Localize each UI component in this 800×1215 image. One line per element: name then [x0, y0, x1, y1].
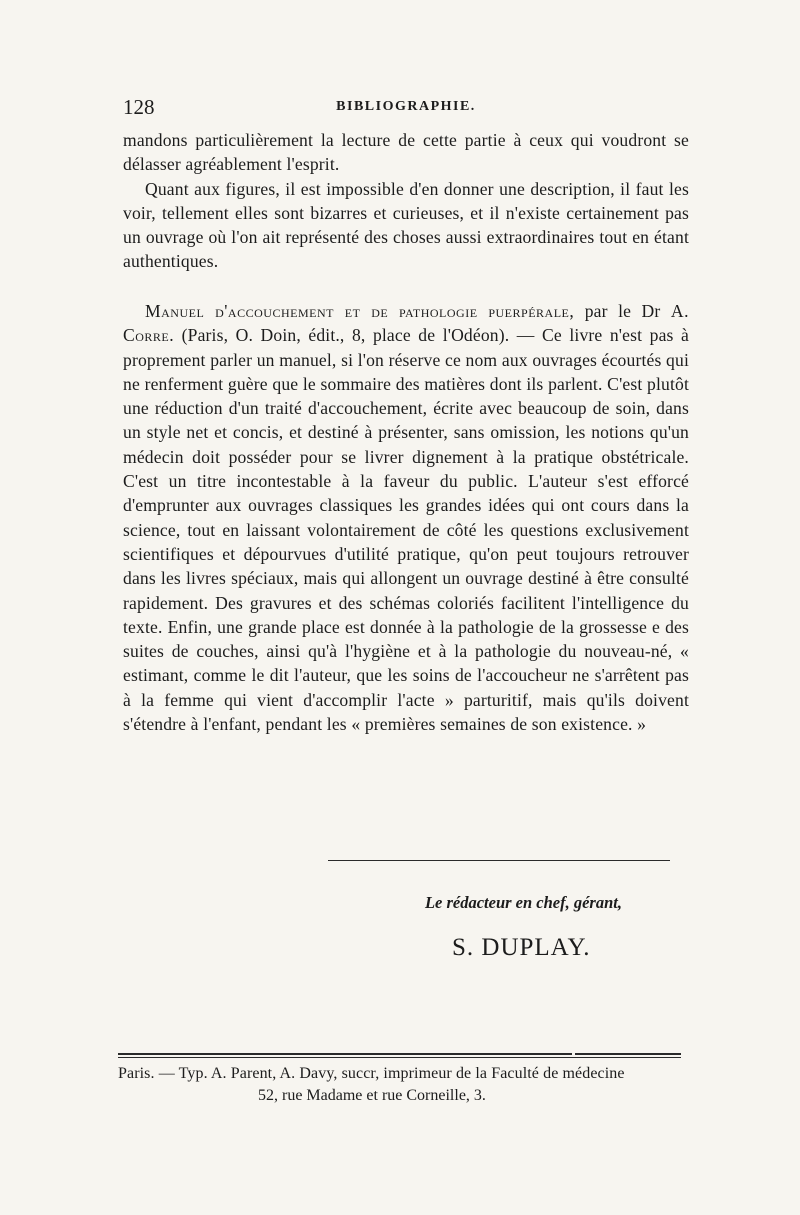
- running-title: BIBLIOGRAPHIE.: [336, 99, 476, 114]
- review-body: Ce livre n'est pas à proprement parler un manuel, si l'on réserve ce nom aux ouvrages écourtés qui ne renferment guère que le sommaire des matières dont ils parlent. C'est plutôt une réduction d'un traité d'accouchement, écrite avec beaucoup de soin, dans un style net et concis, et destiné à présenter, sans omission, les notions qu'un médecin doit posséder pour se livrer dignement à la pratique obstétricale. C'est un titre incontestable à la faveur du public. L'auteur s'est efforcé d'emprunter aux ouvrages classiques les grandes idées qui ont cours dans la science, tout en laissant volontairement de côté les questions exclusivement scientifiques et dépourvues d'utilité pratique, qu'on peut toujours retrouver dans les livres spéciaux, mais qui allongent un ouvrage destiné à être consulté rapidement. Des gravures et des schémas coloriés facilitent l'intelligence du texte. Enfin, une grande place est donnée à la pathologie de la grossesse e des suites de couches, ainsi qu'à l'hygiène et à la pathologie du nouveau-né, « estimant, comme le dit l'auteur, que les soins de l'accoucheur ne s'arrêtent pas à la femme qui vient d'accomplir l'acte » parturitif, mais qu'ils doivent s'étendre à l'enfant, pendant les « premières semaines de son existence. »: [123, 325, 689, 735]
- review-author-prefix: par le: [584, 301, 632, 321]
- book-review: [123, 299, 689, 736]
- review-paragraph: [123, 299, 689, 736]
- review-book-title: Manuel d'accouchement et de pathologie puerpérale,: [145, 301, 575, 321]
- signature-rule: [328, 860, 670, 861]
- review-author-title: Dr: [641, 301, 661, 321]
- page-number: 128: [123, 95, 155, 119]
- review-author-name: A. Corre.: [123, 301, 689, 346]
- imprint-rule-bottom: [118, 1057, 681, 1058]
- intro-paragraph-2: Quant aux figures, il est impossible d'en donner une description, il faut les voir, tellement elles sont bizarres et curieuses, et il n'existe certainement pas un ouvrage où l'on ait représenté des choses aussi extraordinaires tout en étant authentiques.: [123, 178, 689, 272]
- intro-paragraph-1: mandons particulièrement la lecture de cette partie à ceux qui voudront se délasser agréablement l'esprit.: [123, 130, 689, 175]
- editor-role: Le rédacteur en chef, gérant,: [424, 893, 622, 912]
- imprint-rule-top-left: [118, 1053, 572, 1055]
- running-header: [123, 95, 689, 119]
- editor-name: S. DUPLAY.: [452, 934, 591, 961]
- intro-text: [123, 128, 689, 274]
- review-publication: (Paris, O. Doin, édit., 8, place de l'Odéon). —: [181, 325, 535, 346]
- imprint-rule-top-right: [575, 1053, 681, 1055]
- printer-imprint-line-2: 52, rue Madame et rue Corneille, 3.: [258, 1087, 486, 1104]
- printer-imprint-line-1: Paris. — Typ. A. Parent, A. Davy, succr, imprimeur de la Faculté de médecine: [118, 1065, 625, 1082]
